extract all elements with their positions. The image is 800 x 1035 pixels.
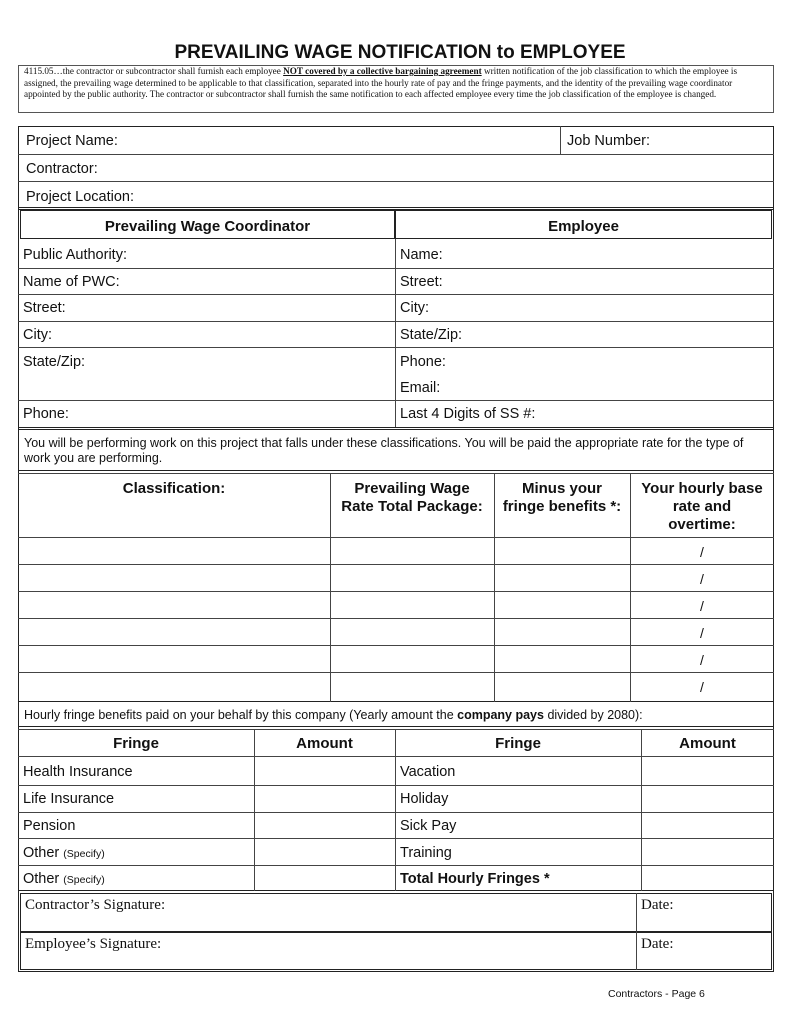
rate-slash: / bbox=[700, 598, 704, 614]
contractor-date-label: Date: bbox=[641, 897, 674, 913]
pwc-name-label: Name of PWC: bbox=[23, 274, 120, 290]
statute-bold: NOT covered by a collective bargaining agreement bbox=[283, 66, 482, 76]
divider bbox=[18, 268, 774, 269]
divider bbox=[636, 893, 637, 932]
employee-signature-label: Employee’s Signature: bbox=[25, 936, 162, 952]
divider bbox=[18, 729, 774, 730]
fringe-intro bbox=[24, 708, 769, 723]
employee-state-zip-label: State/Zip: bbox=[400, 327, 463, 343]
table-row-divider bbox=[18, 865, 774, 866]
divider bbox=[18, 294, 774, 295]
fringe-vacation: Vacation bbox=[400, 764, 456, 780]
specify-note: (Specify) bbox=[63, 848, 105, 860]
employee-header: Employee bbox=[548, 218, 619, 235]
rate-slash: / bbox=[700, 571, 704, 587]
fringe-other-1 bbox=[23, 845, 105, 861]
fringe-training: Training bbox=[400, 845, 452, 861]
col-hourly-base-line3: overtime: bbox=[668, 516, 736, 533]
col-wage-package-line1: Prevailing Wage bbox=[354, 480, 470, 497]
employee-name-label: Name: bbox=[400, 247, 443, 263]
pwc-street-label: Street: bbox=[23, 300, 66, 316]
table-row-divider bbox=[18, 618, 774, 619]
rate-slash: / bbox=[700, 625, 704, 641]
divider bbox=[254, 729, 255, 891]
fringe-intro-prefix: Hourly fringe benefits paid on your behalf by this company (Yearly amount the bbox=[24, 708, 458, 722]
pwc-state-zip-label: State/Zip: bbox=[23, 354, 86, 370]
col-wage-package-line2: Rate Total Package: bbox=[341, 498, 483, 515]
statute-suffix: written notification of the job classification to which the employee is assigned, the prevailing wage determined to be applicable to that classification, separated into the hourly rate of pay and the fringe payments, and the identity of the prevailing wage coordinator appointed by the public authority. The contractor or subcontractor shall furnish the same notification to each affected employee every time the job classification of the employee is changed. bbox=[24, 66, 738, 99]
table-row-divider bbox=[18, 591, 774, 592]
divider bbox=[18, 154, 774, 155]
employee-date-label: Date: bbox=[641, 936, 674, 952]
divider bbox=[641, 729, 642, 891]
fringe-sick-pay: Sick Pay bbox=[400, 818, 457, 834]
fringe-intro-bold: company pays bbox=[457, 708, 544, 722]
table-row-divider bbox=[18, 564, 774, 565]
pwc-city-label: City: bbox=[23, 327, 52, 343]
pwc-phone-label: Phone: bbox=[23, 406, 69, 422]
rate-slash: / bbox=[700, 652, 704, 668]
col-minus-fringe-line2: fringe benefits *: bbox=[502, 498, 622, 515]
rate-slash: / bbox=[700, 679, 704, 695]
page-title: PREVAILING WAGE NOTIFICATION to EMPLOYEE bbox=[174, 42, 626, 63]
employee-city-label: City: bbox=[400, 300, 429, 316]
fringe-intro-suffix: divided by 2080): bbox=[543, 708, 643, 722]
statute-notice bbox=[18, 65, 774, 113]
fringe-health-insurance: Health Insurance bbox=[23, 764, 133, 780]
page-footer: Contractors - Page 6 bbox=[608, 988, 705, 1000]
fringe-other-1-label: Other bbox=[23, 845, 60, 861]
specify-note: (Specify) bbox=[63, 874, 105, 886]
statute-prefix: 4115.05…the contractor or subcontractor shall furnish each employee bbox=[24, 66, 284, 76]
employee-ssn-label: Last 4 Digits of SS #: bbox=[400, 406, 536, 422]
double-rule bbox=[18, 427, 774, 430]
total-hourly-fringes: Total Hourly Fringes * bbox=[400, 871, 550, 887]
contractor-label: Contractor: bbox=[26, 161, 98, 177]
classification-intro: You will be performing work on this project that falls under these classifications. You will be paid the appropriate rate for the type of work you are performing. bbox=[24, 436, 744, 465]
fringe-col-right: Fringe bbox=[495, 735, 541, 752]
project-name-label: Project Name: bbox=[26, 133, 118, 149]
amount-col-right: Amount bbox=[679, 735, 736, 752]
table-row-divider bbox=[18, 672, 774, 673]
col-hourly-base-line1: Your hourly base bbox=[641, 480, 763, 497]
divider bbox=[395, 729, 396, 891]
fringe-other-2-label: Other bbox=[23, 871, 60, 887]
divider bbox=[18, 347, 774, 348]
employee-email-label: Email: bbox=[400, 380, 441, 396]
col-hourly-base-line2: rate and bbox=[672, 498, 732, 515]
divider bbox=[560, 126, 561, 154]
table-row-divider bbox=[18, 812, 774, 813]
contractor-signature-label: Contractor’s Signature: bbox=[25, 897, 166, 913]
col-minus-fringe bbox=[494, 480, 630, 516]
fringe-other-2 bbox=[23, 871, 105, 887]
job-number-label: Job Number: bbox=[567, 133, 651, 149]
project-location-label: Project Location: bbox=[26, 189, 135, 205]
col-classification: Classification: bbox=[122, 480, 226, 497]
col-hourly-base bbox=[630, 480, 774, 534]
divider bbox=[18, 473, 774, 474]
employee-phone-label: Phone: bbox=[400, 354, 446, 370]
public-authority-label: Public Authority: bbox=[23, 247, 127, 263]
divider bbox=[636, 932, 637, 970]
fringe-col-left: Fringe bbox=[113, 735, 159, 752]
fringe-pension: Pension bbox=[23, 818, 76, 834]
table-row-divider bbox=[18, 838, 774, 839]
fringe-holiday: Holiday bbox=[400, 791, 449, 807]
rate-slash: / bbox=[700, 544, 704, 560]
amount-col-left: Amount bbox=[296, 735, 353, 752]
fringe-life-insurance: Life Insurance bbox=[23, 791, 115, 807]
table-row-divider bbox=[18, 537, 774, 538]
col-minus-fringe-line1: Minus your bbox=[521, 480, 602, 497]
divider bbox=[18, 400, 774, 401]
pwc-header: Prevailing Wage Coordinator bbox=[104, 218, 311, 235]
divider bbox=[18, 321, 774, 322]
divider bbox=[18, 756, 774, 757]
table-row-divider bbox=[18, 785, 774, 786]
divider bbox=[18, 181, 774, 182]
col-wage-package bbox=[330, 480, 494, 516]
table-row-divider bbox=[18, 645, 774, 646]
employee-street-label: Street: bbox=[400, 274, 443, 290]
